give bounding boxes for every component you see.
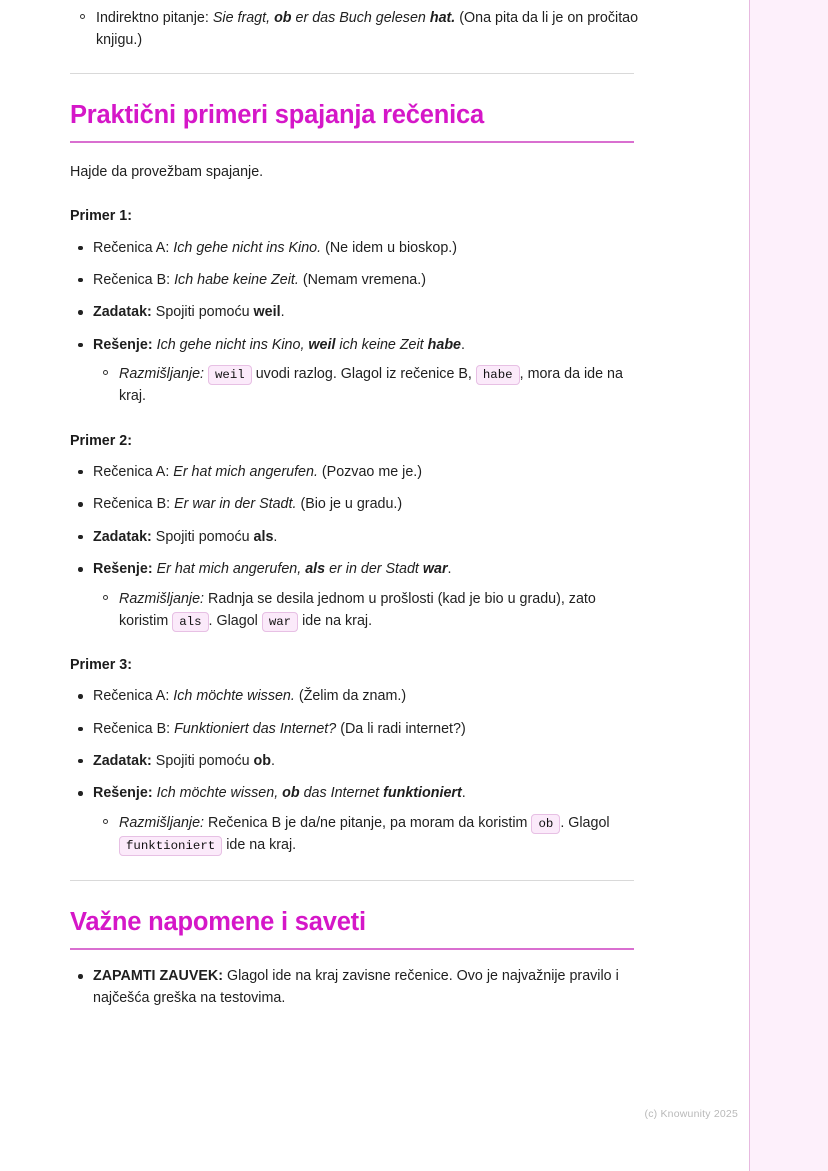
solution-pre: Er hat mich angerufen, (156, 561, 302, 578)
list-item (70, 527, 640, 548)
list-item (70, 559, 640, 632)
code-chip-als: als (172, 612, 208, 632)
code-chip-war: war (262, 612, 298, 632)
sentence-b-german: Er war in der Stadt. (174, 496, 297, 513)
note-text: Glagol ide na kraj zavisne rečenice. Ovo je najvažnije pravilo i najčešća greška na testovima. (93, 968, 619, 1006)
document-content (70, 0, 640, 1009)
task-word: als (253, 528, 274, 545)
german-example-mid: er das Buch gelesen (295, 10, 426, 26)
title-underline (70, 141, 634, 143)
list-item (70, 751, 640, 772)
solution-mid: das Internet (303, 785, 380, 802)
task-label: Zadatak: (93, 304, 152, 321)
sentence-a-german: Ich möchte wissen. (173, 688, 295, 705)
sentence-b-german: Ich habe keine Zeit. (174, 271, 299, 288)
title-underline-2 (70, 948, 634, 950)
list-item (70, 494, 640, 515)
list-item (70, 335, 640, 408)
sentence-b-translation: (Da li radi internet?) (340, 720, 466, 737)
sentence-b-label: Rečenica B: (93, 720, 171, 737)
sentence-b-label: Rečenica B: (93, 496, 171, 513)
sentence-a-translation: (Ne idem u bioskop.) (325, 239, 457, 256)
sentence-b-german: Funktioniert das Internet? (174, 720, 337, 737)
sentence-a-translation: (Želim da znam.) (298, 688, 407, 705)
reasoning-text-2: , mora da ide na kraj. (119, 366, 623, 405)
german-example-conjunction: ob (274, 10, 292, 26)
copyright-footer: (c) Knowunity 2025 (644, 1108, 738, 1120)
reasoning-text: Radnja se desila jednom u prošlosti (kad je bio u gradu), zato koristim (119, 590, 596, 629)
list-item (70, 462, 640, 483)
reasoning-text-2: . Glagol (560, 814, 610, 831)
german-example-verb: hat. (429, 10, 456, 26)
list-item (70, 238, 640, 259)
list-item (93, 812, 640, 856)
solution-label: Rešenje: (93, 785, 153, 802)
section-divider (70, 880, 634, 881)
list-item (70, 686, 640, 707)
sentence-a-german: Ich gehe nicht ins Kino. (173, 239, 322, 256)
solution-end: . (461, 336, 465, 353)
section-divider (70, 73, 634, 74)
list-item (70, 783, 640, 856)
solution-verb: habe (427, 336, 462, 353)
example-list-1 (70, 238, 640, 408)
example-heading-3: Primer 3: (70, 656, 132, 673)
german-example-pre: Sie fragt, (212, 10, 271, 26)
solution-end: . (461, 785, 466, 802)
note-label: ZAPAMTI ZAUVEK: (93, 968, 223, 985)
code-chip-funktioniert: funktioniert (119, 836, 222, 856)
reasoning-text: Rečenica B je da/ne pitanje, pa moram da koristim (208, 814, 528, 831)
example-heading-1: Primer 1: (70, 208, 132, 225)
solution-pre: Ich gehe nicht ins Kino, (156, 336, 305, 353)
task-text: Spojiti pomoću (155, 304, 250, 321)
example-list-3 (70, 686, 640, 856)
sentence-a-german: Er hat mich angerufen. (173, 463, 318, 480)
task-end: . (280, 304, 285, 321)
task-text: Spojiti pomoću (155, 752, 250, 769)
reasoning-list-1 (93, 363, 640, 407)
sentence-b-label: Rečenica B: (93, 271, 171, 288)
reasoning-label: Razmišljanje: (119, 814, 205, 831)
solution-label: Rešenje: (93, 561, 153, 578)
reasoning-text-2: . Glagol (208, 612, 258, 629)
list-item (70, 7, 640, 51)
list-item (70, 719, 640, 740)
solution-end: . (447, 561, 452, 578)
sentence-a-label: Rečenica A: (93, 239, 170, 256)
reasoning-list-3 (93, 812, 640, 856)
list-item (93, 363, 640, 407)
solution-mid: er in der Stadt (329, 561, 419, 578)
sentence-a-label: Rečenica A: (93, 463, 170, 480)
reasoning-label: Razmišljanje: (119, 590, 205, 607)
solution-conjunction: weil (308, 336, 336, 353)
indirect-question-label: Indirektno pitanje: (96, 10, 209, 26)
reasoning-label: Razmišljanje: (119, 366, 205, 383)
sentence-b-translation: (Bio je u gradu.) (300, 496, 403, 513)
sentence-b-translation: (Nemam vremena.) (302, 271, 426, 288)
code-chip-weil: weil (208, 365, 252, 385)
list-item (70, 966, 640, 1009)
example-heading-2: Primer 2: (70, 432, 132, 449)
reasoning-text-3: ide na kraj. (226, 837, 297, 854)
sentence-a-label: Rečenica A: (93, 688, 170, 705)
code-chip-habe: habe (476, 365, 520, 385)
task-word: ob (253, 752, 272, 769)
top-continued-list (70, 7, 640, 51)
example-list-2 (70, 462, 640, 632)
list-item (70, 302, 640, 323)
solution-pre: Ich möchte wissen, (156, 785, 279, 802)
task-end: . (271, 752, 275, 769)
solution-label: Rešenje: (93, 336, 153, 353)
page-side-band (749, 0, 828, 1171)
reasoning-list-2 (93, 588, 640, 632)
task-end: . (273, 528, 278, 545)
solution-verb: war (422, 561, 448, 578)
sentence-a-translation: (Pozvao me je.) (321, 463, 423, 480)
task-word: weil (253, 304, 281, 321)
solution-verb: funktioniert (383, 785, 462, 802)
list-item (93, 588, 640, 632)
task-label: Zadatak: (93, 752, 152, 769)
reasoning-text-3: ide na kraj. (302, 612, 373, 629)
task-label: Zadatak: (93, 528, 152, 545)
list-item (70, 270, 640, 291)
notes-list (70, 966, 640, 1009)
page-title-2: Važne napomene i saveti (70, 908, 366, 937)
solution-mid: ich keine Zeit (339, 336, 424, 353)
section-intro: Hajde da provežbam spajanje. (70, 164, 264, 181)
solution-conjunction: als (305, 561, 326, 578)
solution-conjunction: ob (282, 785, 300, 802)
task-text: Spojiti pomoću (155, 528, 250, 545)
reasoning-text: uvodi razlog. Glagol iz rečenice B, (255, 366, 472, 383)
code-chip-ob: ob (531, 814, 560, 834)
page-title: Praktični primeri spajanja rečenica (70, 101, 484, 130)
translation-text: (Ona pita da li je on pročitao knjigu.) (96, 10, 639, 49)
